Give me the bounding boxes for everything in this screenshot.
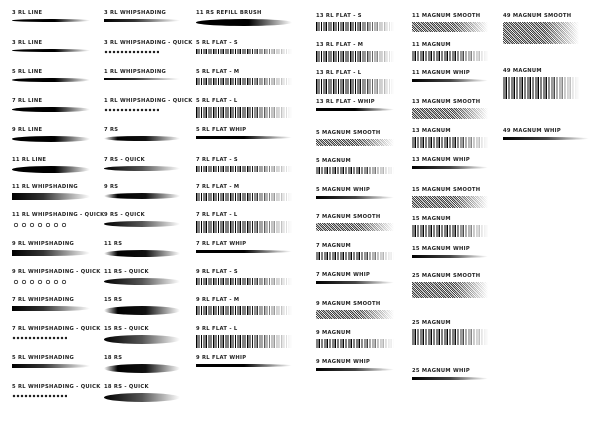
brush-label: 13 RL FLAT - S bbox=[316, 13, 362, 19]
brush-stroke-preview bbox=[104, 166, 180, 171]
brush-stroke-preview bbox=[316, 196, 394, 199]
brush-label: 49 MAGNUM bbox=[503, 68, 542, 74]
brush-label: 9 RS bbox=[104, 184, 119, 190]
brush-stroke-preview bbox=[104, 193, 180, 199]
brush-label: 49 MAGNUM WHIP bbox=[503, 128, 561, 134]
brush-stroke-preview bbox=[412, 282, 488, 298]
brush-label: 7 RL FLAT - L bbox=[196, 212, 238, 218]
brush-label: 7 MAGNUM SMOOTH bbox=[316, 214, 381, 220]
brush-stroke-preview bbox=[104, 278, 180, 285]
brush-label: 11 MAGNUM bbox=[412, 42, 451, 48]
brush-label: 11 MAGNUM WHIP bbox=[412, 70, 470, 76]
brush-stroke-preview bbox=[412, 196, 488, 208]
brush-label: 9 RL FLAT - S bbox=[196, 269, 238, 275]
brush-label: 5 RL WHIPSHADING - QUICK bbox=[12, 384, 101, 390]
brush-label: 9 MAGNUM WHIP bbox=[316, 359, 371, 365]
brush-stroke-preview bbox=[316, 22, 394, 31]
brush-stroke-preview bbox=[104, 78, 180, 80]
brush-stroke-preview bbox=[196, 166, 292, 172]
brush-stroke-preview bbox=[12, 221, 67, 229]
brush-label: 11 MAGNUM SMOOTH bbox=[412, 13, 481, 19]
brush-label: 9 RL FLAT - L bbox=[196, 326, 238, 332]
brush-label: 7 RS - QUICK bbox=[104, 157, 145, 163]
brush-stroke-preview bbox=[503, 77, 579, 99]
brush-label: 5 MAGNUM SMOOTH bbox=[316, 130, 381, 136]
brush-stroke-preview bbox=[12, 335, 67, 340]
brush-label: 13 RL FLAT - L bbox=[316, 70, 362, 76]
brush-stroke-preview bbox=[12, 107, 90, 112]
brush-label: 7 RL WHIPSHADING bbox=[12, 297, 75, 303]
brush-stroke-preview bbox=[412, 255, 488, 258]
brush-stroke-preview bbox=[316, 339, 394, 348]
brush-label: 13 MAGNUM SMOOTH bbox=[412, 99, 481, 105]
brush-label: 13 MAGNUM bbox=[412, 128, 451, 134]
brush-stroke-preview bbox=[104, 19, 180, 22]
brush-label: 11 RS REFILL BRUSH bbox=[196, 10, 262, 16]
brush-stroke-preview bbox=[12, 364, 90, 368]
brush-label: 49 MAGNUM SMOOTH bbox=[503, 13, 572, 19]
brush-stroke-preview bbox=[12, 49, 90, 52]
brush-label: 3 RL WHIPSHADING - QUICK bbox=[104, 40, 193, 46]
brush-label: 11 RL WHIPSHADING bbox=[12, 184, 78, 190]
brush-stroke-preview bbox=[104, 136, 180, 141]
brush-stroke-preview bbox=[196, 193, 292, 201]
brush-stroke-preview bbox=[316, 252, 394, 260]
brush-label: 15 RS - QUICK bbox=[104, 326, 149, 332]
brush-label: 25 MAGNUM SMOOTH bbox=[412, 273, 481, 279]
brush-label: 7 RL FLAT - M bbox=[196, 184, 240, 190]
brush-stroke-preview bbox=[503, 22, 579, 44]
brush-stroke-preview bbox=[412, 166, 488, 169]
brush-label: 11 RS bbox=[104, 241, 123, 247]
brush-label: 5 RL FLAT WHIP bbox=[196, 127, 247, 133]
brush-stroke-preview bbox=[412, 137, 488, 148]
brush-stroke-preview bbox=[503, 137, 589, 140]
brush-label: 7 RS bbox=[104, 127, 119, 133]
brush-stroke-preview bbox=[196, 136, 292, 139]
brush-stroke-preview bbox=[196, 306, 292, 315]
brush-label: 5 MAGNUM bbox=[316, 158, 351, 164]
brush-stroke-preview bbox=[316, 51, 394, 62]
brush-stroke-preview bbox=[12, 166, 90, 173]
brush-label: 7 MAGNUM bbox=[316, 243, 351, 249]
brush-label: 7 RL WHIPSHADING - QUICK bbox=[12, 326, 101, 332]
brush-stroke-preview bbox=[412, 51, 488, 61]
brush-label: 13 RL FLAT - WHIP bbox=[316, 99, 375, 105]
brush-label: 11 RL LINE bbox=[12, 157, 47, 163]
brush-stroke-preview bbox=[196, 49, 292, 54]
brush-label: 9 MAGNUM SMOOTH bbox=[316, 301, 381, 307]
brush-label: 3 RL LINE bbox=[12, 40, 43, 46]
brush-stroke-preview bbox=[316, 368, 394, 371]
brush-label: 18 RS bbox=[104, 355, 123, 361]
brush-stroke-preview bbox=[196, 335, 292, 348]
brush-stroke-preview bbox=[12, 278, 67, 286]
brush-stroke-preview bbox=[104, 107, 159, 112]
brush-label: 3 RL LINE bbox=[12, 10, 43, 16]
brush-label: 9 RL FLAT WHIP bbox=[196, 355, 247, 361]
brush-label: 7 RL FLAT - S bbox=[196, 157, 238, 163]
brush-stroke-preview bbox=[12, 136, 90, 142]
brush-stroke-preview bbox=[412, 108, 488, 119]
brush-label: 15 MAGNUM WHIP bbox=[412, 246, 470, 252]
brush-label: 9 RL WHIPSHADING bbox=[12, 241, 75, 247]
brush-stroke-preview bbox=[104, 250, 180, 257]
brush-label: 5 RL WHIPSHADING bbox=[12, 355, 75, 361]
brush-label: 25 MAGNUM bbox=[412, 320, 451, 326]
brush-stroke-preview bbox=[12, 78, 90, 82]
brush-label: 9 RL WHIPSHADING - QUICK bbox=[12, 269, 101, 275]
brush-stroke-preview bbox=[12, 393, 67, 398]
brush-stroke-preview bbox=[196, 78, 292, 85]
brush-label: 15 RS bbox=[104, 297, 123, 303]
brush-stroke-preview bbox=[412, 22, 488, 32]
brush-stroke-preview bbox=[412, 329, 488, 345]
brush-stroke-preview bbox=[12, 19, 90, 22]
brush-label: 11 RL WHIPSHADING - QUICK bbox=[12, 212, 105, 218]
brush-label: 7 MAGNUM WHIP bbox=[316, 272, 371, 278]
brush-label: 13 RL FLAT - M bbox=[316, 42, 364, 48]
brush-stroke-preview bbox=[196, 278, 292, 285]
brush-column-6 bbox=[503, 0, 593, 424]
brush-label: 5 MAGNUM WHIP bbox=[316, 187, 371, 193]
brush-stroke-preview bbox=[412, 225, 488, 237]
brush-label: 25 MAGNUM WHIP bbox=[412, 368, 470, 374]
brush-column-1 bbox=[12, 0, 104, 424]
brush-stroke-preview bbox=[104, 393, 180, 402]
brush-stroke-preview bbox=[316, 108, 394, 111]
brush-column-3 bbox=[196, 0, 306, 424]
brush-label: 5 RL FLAT - M bbox=[196, 69, 240, 75]
brush-stroke-preview bbox=[412, 377, 488, 380]
brush-label: 5 RL FLAT - S bbox=[196, 40, 238, 46]
brush-label: 7 RL LINE bbox=[12, 98, 43, 104]
brush-stroke-preview bbox=[104, 364, 180, 373]
brush-label: 5 RL FLAT - L bbox=[196, 98, 238, 104]
brush-label: 11 RS - QUICK bbox=[104, 269, 149, 275]
brush-label: 5 RL LINE bbox=[12, 69, 43, 75]
brush-stroke-preview bbox=[104, 335, 180, 344]
brush-stroke-preview bbox=[316, 223, 394, 231]
brush-stroke-preview bbox=[196, 19, 292, 26]
brush-stroke-preview bbox=[196, 250, 292, 253]
brush-stroke-preview bbox=[316, 79, 394, 94]
brush-stroke-preview bbox=[196, 221, 292, 233]
brush-stroke-preview bbox=[316, 281, 394, 284]
brush-label: 9 RS - QUICK bbox=[104, 212, 145, 218]
brush-stroke-preview bbox=[316, 310, 394, 319]
brush-column-4 bbox=[316, 0, 408, 424]
brush-stroke-preview bbox=[104, 221, 180, 227]
brush-label: 1 RL WHIPSHADING - QUICK bbox=[104, 98, 193, 104]
brush-label: 1 RL WHIPSHADING bbox=[104, 69, 167, 75]
brush-label: 15 MAGNUM bbox=[412, 216, 451, 222]
brush-stroke-preview bbox=[316, 139, 394, 146]
brush-stroke-preview bbox=[412, 79, 488, 82]
brush-stroke-preview bbox=[104, 49, 159, 54]
brush-stroke-preview bbox=[12, 193, 90, 200]
brush-column-2 bbox=[104, 0, 194, 424]
brush-column-5 bbox=[412, 0, 502, 424]
brush-stroke-preview bbox=[104, 306, 180, 315]
brush-label: 7 RL FLAT WHIP bbox=[196, 241, 247, 247]
brush-label: 9 RL FLAT - M bbox=[196, 297, 240, 303]
brush-stroke-preview bbox=[196, 364, 292, 367]
brush-label: 15 MAGNUM SMOOTH bbox=[412, 187, 481, 193]
brush-label: 13 MAGNUM WHIP bbox=[412, 157, 470, 163]
brush-stroke-preview bbox=[196, 107, 292, 118]
brush-label: 18 RS - QUICK bbox=[104, 384, 149, 390]
brush-stroke-preview bbox=[12, 306, 90, 311]
brush-label: 3 RL WHIPSHADING bbox=[104, 10, 167, 16]
brush-label: 9 MAGNUM bbox=[316, 330, 351, 336]
brush-label: 9 RL LINE bbox=[12, 127, 43, 133]
brush-stroke-preview bbox=[316, 167, 394, 174]
brush-stroke-preview bbox=[12, 250, 90, 256]
